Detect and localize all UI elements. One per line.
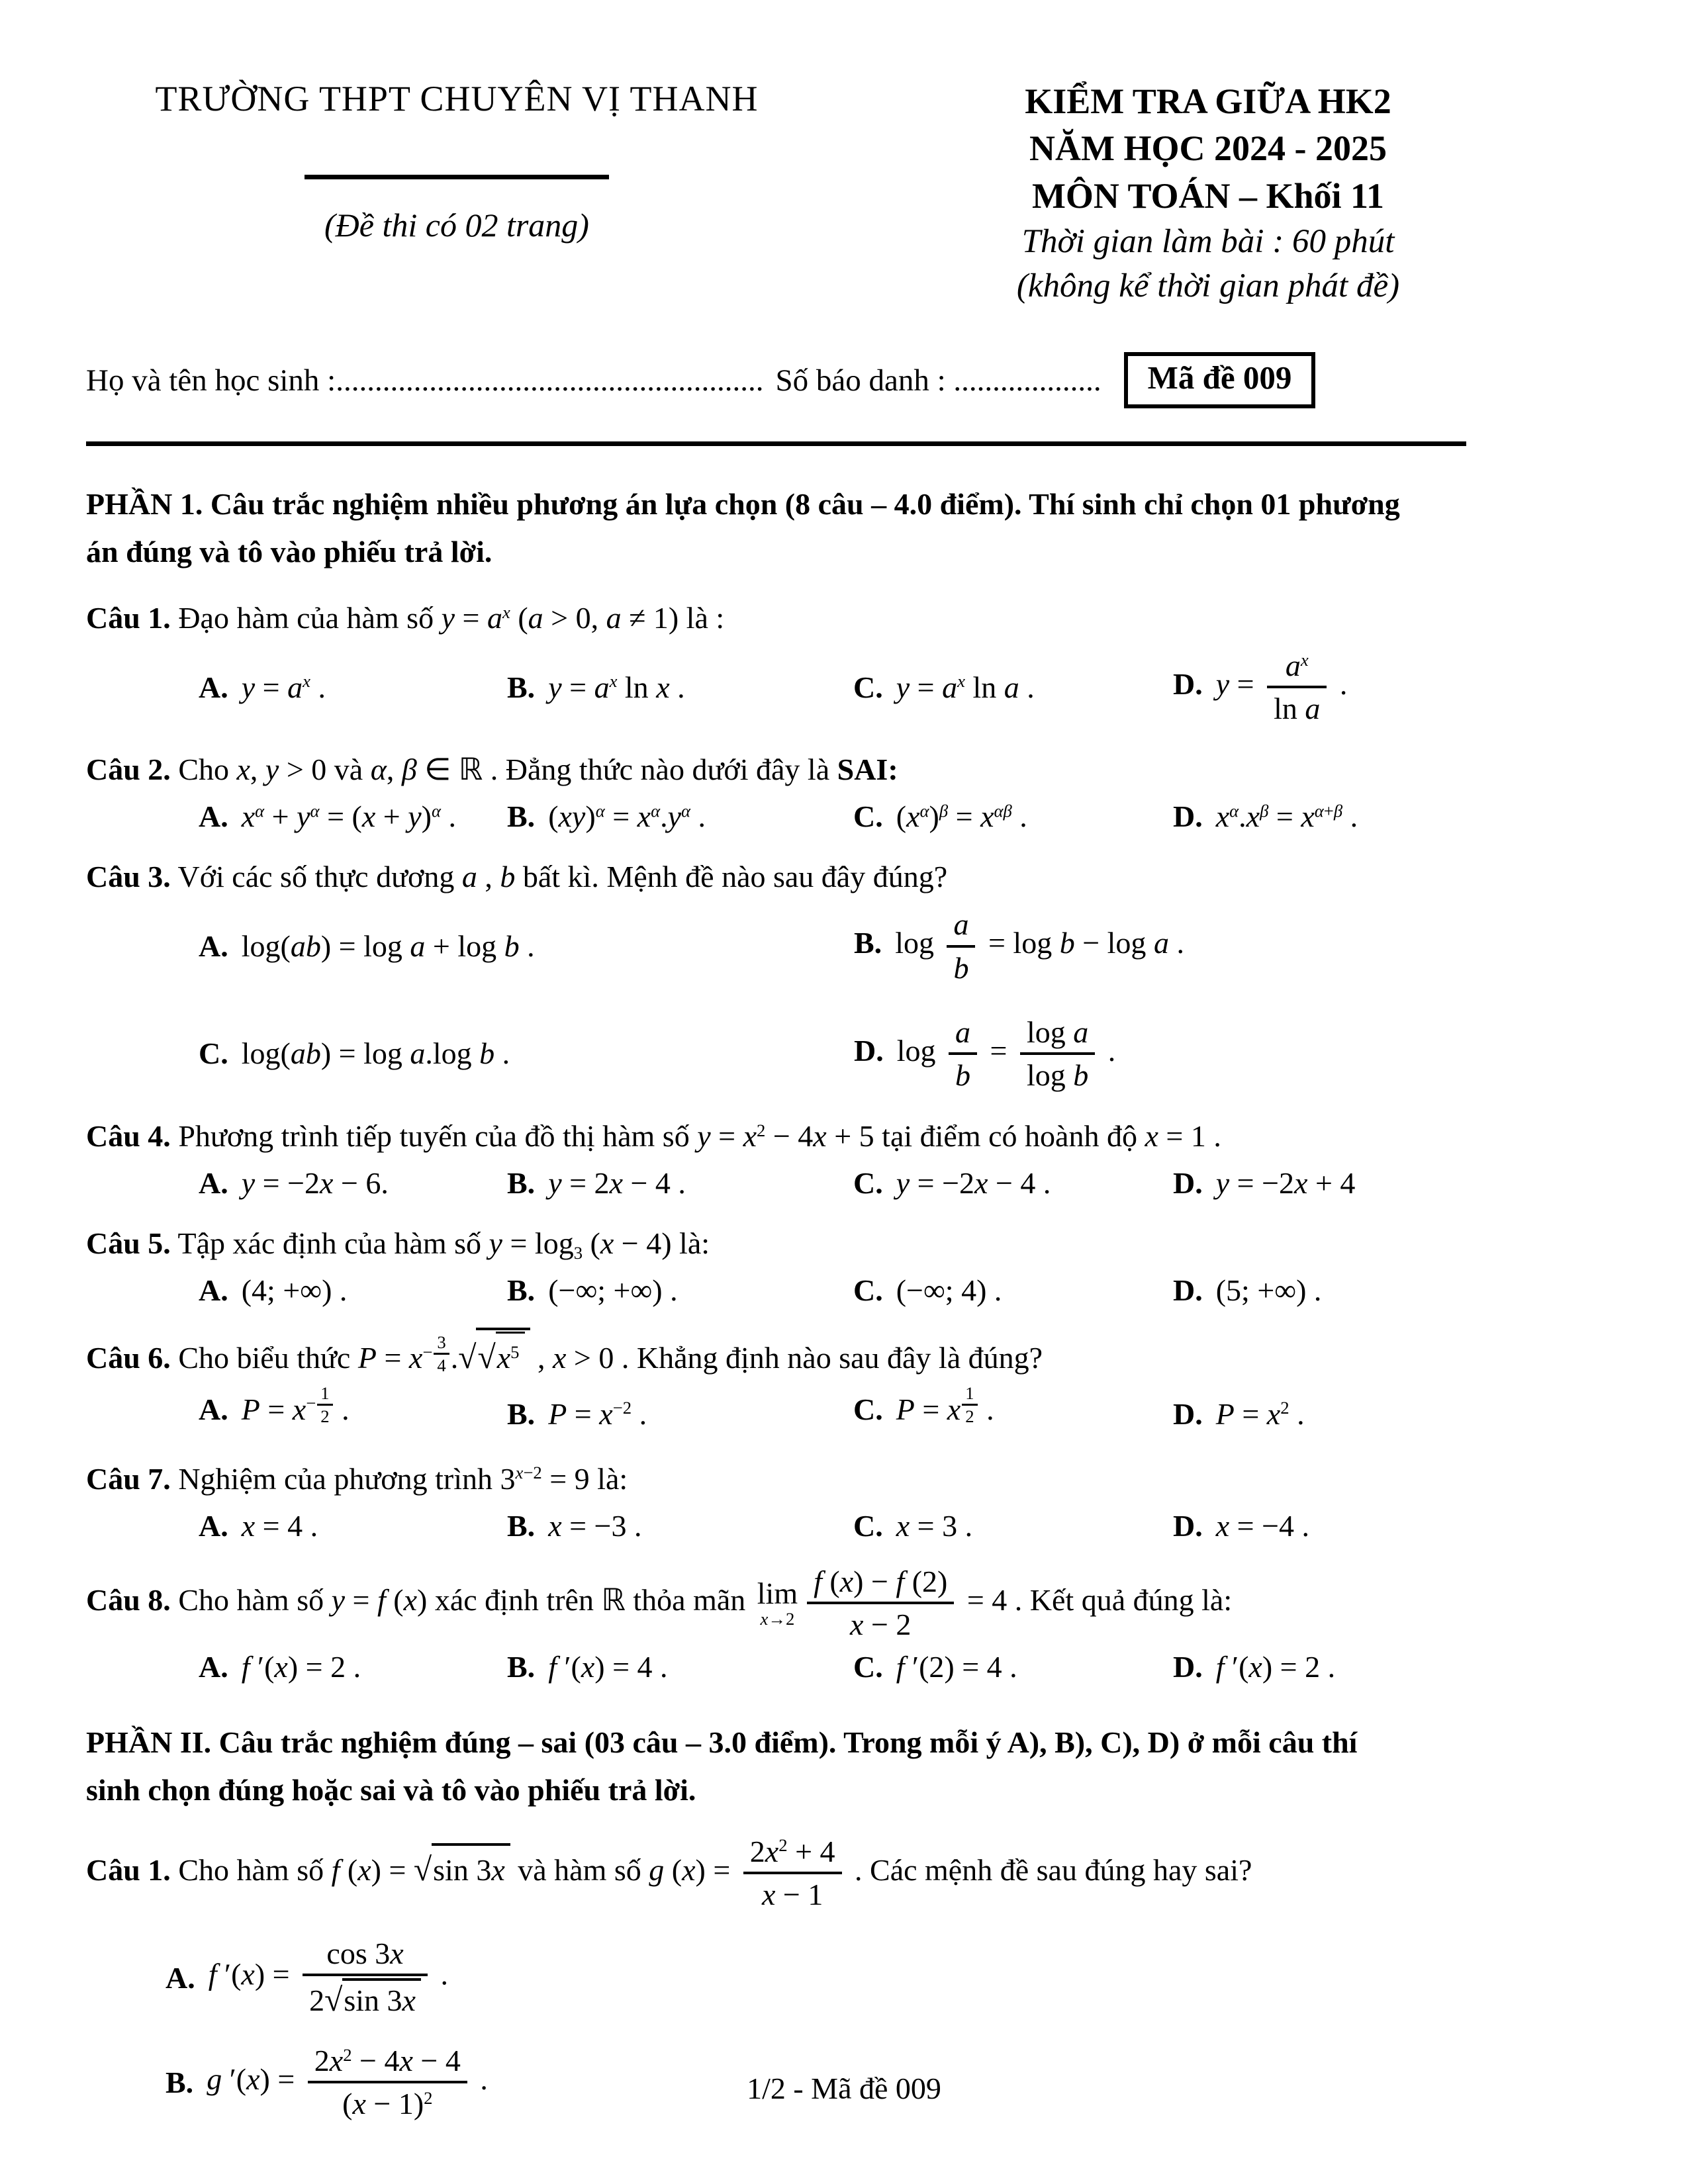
p1-question-6 (86, 1328, 1589, 1436)
part2-heading-line2: sinh chọn đúng hoặc sai và tô vào phiếu trả lời. (86, 1772, 696, 1807)
p1-q1-option-c: C. $y = a^x$ ln a . (853, 670, 1035, 704)
student-info-row (86, 352, 1589, 408)
p1-q3-option-c: C. log(ab) = log a.log b . (199, 1036, 510, 1071)
school-name: TRƯỜNG THPT CHUYÊN VỊ THANH (155, 79, 759, 118)
p1-q2-option-d: D. $x^\alpha.x^\beta = x^{\alpha+\beta}$ . (1173, 799, 1358, 834)
p1-q4-option-c: C. y = −2x − 4 . (853, 1166, 1051, 1201)
subject-grade: MÔN TOÁN – Khối 11 (1031, 175, 1385, 216)
p1-q7-option-a: A. x = 4 . (199, 1508, 318, 1543)
p1-q6-option-a: A. $P = x^{- \frac{1}{2}}$ . (199, 1383, 350, 1427)
p1-q5-option-a: A. (4; +∞) . (199, 1273, 348, 1308)
p1-q8-option-b: B. f ′(x) = 4 . (507, 1650, 668, 1684)
duration-note: (không kể thời gian phát đề) (1016, 267, 1400, 305)
p1-q3-option-b: B. log $\frac{a}{b}$ = log b − log a . (854, 907, 1184, 985)
p2-q1-stem: Câu 1. Cho hàm số f (x) = √sin 3x và hàm số g (x) = $\frac{2x^2 + 4}{x - 1}$ . Các mệnh đề sau đúng hay sai? (86, 1834, 1252, 1912)
p1-q5-options (199, 1273, 1589, 1308)
part1-heading (86, 480, 1589, 575)
p1-question-5 (86, 1220, 1589, 1308)
p1-q4-option-b: B. y = 2x − 4 . (507, 1166, 686, 1201)
p1-q4-stem: Câu 4. Phương trình tiếp tuyến của đồ thị hàm số $y = x^2 - 4x + 5$ tại điểm có hoành độ x = 1 . (86, 1119, 1221, 1154)
pages-note: (Đề thi có 02 trang) (324, 206, 589, 244)
exam-duration: Thời gian làm bài : 60 phút (1021, 222, 1395, 260)
p1-q2-options (199, 799, 1589, 834)
p1-q4-option-a: A. y = −2x − 6. (199, 1166, 389, 1201)
p1-q2-stem: Câu 2. Cho x, y > 0 và α, β ∈ ℝ . Đẳng thức nào dưới đây là SAI: (86, 752, 898, 787)
p1-q1-stem: Câu 1. Đạo hàm của hàm số $y = a^x$ (a > 0, a ≠ 1) là : (86, 601, 725, 635)
p1-question-2 (86, 747, 1589, 834)
p1-q6-stem: Câu 6. Cho biểu thức $P = x^{- \frac{3}{4}}$ $.√√x^5$ , x > 0 . Khẳng định nào sau đây là đúng? (86, 1328, 1589, 1385)
part2-heading-line1: PHẦN II. Câu trắc nghiệm đúng – sai (03 câu – 3.0 điểm). Trong mỗi ý A), B), C), D) ở mỗi câu thí (86, 1725, 1358, 1760)
p1-question-7 (86, 1456, 1589, 1543)
p1-question-3 (86, 854, 1589, 1093)
p1-q7-option-d: D. x = −4 . (1173, 1508, 1310, 1543)
exam-title: KIỂM TRA GIỮA HK2 (1025, 81, 1391, 121)
student-name-field: Họ và tên học sinh :....................................................... (86, 363, 764, 398)
p1-q2-option-c: C. $(x^\alpha)^\beta = x^{\alpha\beta}$ . (853, 799, 1027, 834)
p1-q8-options (199, 1649, 1589, 1684)
p1-q7-options (199, 1508, 1589, 1543)
school-divider-line (305, 175, 609, 179)
page-footer: 1/2 - Mã đề 009 (747, 2071, 941, 2105)
p1-q5-option-b: B. (−∞; +∞) . (507, 1273, 678, 1308)
p1-q8-stem: Câu 8. Cho hàm số y = f (x) xác định trên ℝ thỏa mãn lim x→2 $\frac{f (x) - f (2)}{x - 2}$ = 4 . Kết quả đúng là: (86, 1564, 1233, 1642)
header-left (86, 78, 827, 244)
p1-q3-stem: Câu 3. Với các số thực dương a , b bất kì. Mệnh đề nào sau đây đúng? (86, 860, 948, 894)
p1-q4-options (199, 1165, 1589, 1201)
p1-q1-option-b: B. $y = a^x$ ln x . (507, 670, 685, 704)
p1-q7-option-c: C. x = 3 . (853, 1508, 973, 1543)
header-right (827, 78, 1589, 308)
p1-q3-options (199, 906, 1589, 1093)
part1-heading-line1: PHẦN 1. Câu trắc nghiệm nhiều phương án lựa chọn (8 câu – 4.0 điểm). Thí sinh chỉ chọn 01 phương (86, 487, 1400, 522)
p1-q6-options (199, 1383, 1589, 1436)
p1-question-1 (86, 595, 1589, 727)
p1-q5-stem: Câu 5. Tập xác định của hàm số $y = \log_3 (x - 4)$ là: (86, 1226, 710, 1263)
exam-code-box: Mã đề 009 (1124, 352, 1316, 408)
p2-q1-item-b: B. g ′(x) = $\frac{2x^2 - 4x - 4}{(x - 1)^2}$ . (165, 2044, 488, 2121)
header (86, 78, 1589, 308)
p1-q6-option-b: B. $P = x^{-2}$ . (507, 1396, 647, 1431)
p1-q7-option-b: B. x = −3 . (507, 1508, 642, 1543)
p1-q6-option-d: D. $P = x^2$ . (1173, 1396, 1305, 1431)
p1-q8-option-a: A. f ′(x) = 2 . (199, 1650, 361, 1684)
horizontal-rule (86, 441, 1466, 446)
student-id-field: Số báo danh : ................... (775, 363, 1102, 398)
p1-q3-option-d: D. log $\frac{a}{b}$ = $\frac{\text{log a}}{\text{log b}}$ . (854, 1015, 1116, 1092)
p1-q2-option-b: B. $(xy)^\alpha = x^\alpha.y^\alpha$ . (507, 799, 706, 834)
p1-q6-option-c: C. P = x $^{\frac{1}{2}}$ . (853, 1383, 994, 1427)
p1-q7-stem: Câu 7. Nghiệm của phương trình $3^{x-2} = 9$ là: (86, 1461, 628, 1496)
p1-q1-option-a: A. $y = a^x$ . (199, 670, 326, 704)
part1-heading-line2: án đúng và tô vào phiếu trả lời. (86, 534, 492, 569)
p1-q2-option-a: A. $x^\alpha + y^\alpha = (x + y)^\alpha$ . (199, 799, 456, 834)
p1-q1-options (199, 647, 1589, 727)
p1-question-8 (86, 1563, 1589, 1684)
p1-q8-option-c: C. f ′(2) = 4 . (853, 1650, 1017, 1684)
school-year: NĂM HỌC 2024 - 2025 (1029, 128, 1387, 169)
p1-q5-option-d: D. (5; +∞) . (1173, 1273, 1322, 1308)
p1-q3-option-a: A. log(ab) = log a + log b . (199, 929, 535, 964)
part2-heading (86, 1719, 1589, 1813)
p1-q8-option-d: D. f ′(x) = 2 . (1173, 1650, 1336, 1684)
p1-q5-option-c: C. (−∞; 4) . (853, 1273, 1002, 1308)
p1-q4-option-d: D. y = −2x + 4 (1173, 1166, 1356, 1201)
p1-question-4 (86, 1113, 1589, 1201)
p1-q1-option-d: D. y = $\frac{a^x}{\text{ln a}}$ . (1173, 649, 1348, 726)
p2-q1-item-a: A. f ′(x) = $\frac{\cos 3x}{2√\sin 3x}$ . (165, 1936, 448, 2019)
